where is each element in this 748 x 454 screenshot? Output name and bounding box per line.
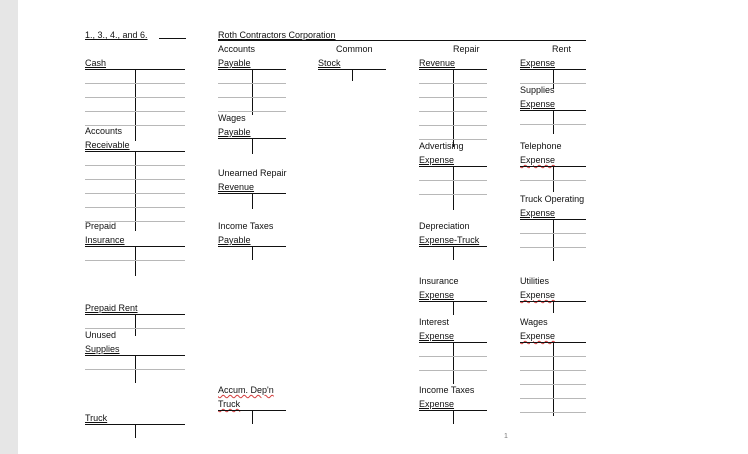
rent-expense-label-line1: Rent [552,44,572,54]
utilities-expense-t-stem [553,301,554,313]
accum-dep-truck-label-line1: Accum. Dep'n [218,385,274,395]
utilities-expense-label-line2: Expense [520,290,556,300]
common-stock-label-line2: Stock [318,58,341,68]
supplies-expense-ruled-row [520,124,586,125]
problem-reference-rule [159,38,186,39]
cash-ruled-row [85,111,185,112]
prepaid-rent-t-stem [135,314,136,336]
prepaid-insurance-label-line2: Insurance [85,235,125,245]
unearned-repair-revenue-label-line1: Unearned Repair [218,168,287,178]
truck-operating-expense-ruled-row [520,247,586,248]
wages-expense-ruled-row [520,412,586,413]
cash-t-stem [135,69,136,141]
truck-operating-expense-t-stem [553,219,554,261]
income-taxes-expense-t-stem [453,410,454,424]
supplies-expense-label-line1: Supplies [520,85,555,95]
advertising-expense-ruled-row [419,194,487,195]
rent-expense-ruled-row [520,83,586,84]
depreciation-expense-truck-label-line2: Expense-Truck [419,235,480,245]
income-taxes-payable-label-line2: Payable [218,235,251,245]
supplies-label-line2: Supplies [85,344,120,354]
prepaid-insurance-label-line1: Prepaid [85,221,117,231]
advertising-expense-t-stem [453,166,454,210]
repair-revenue-ruled-row [419,125,487,126]
supplies-label-line1: Unused [85,330,117,340]
supplies-expense-t-stem [553,110,554,134]
telephone-expense-label-line2: Expense [520,155,556,165]
repair-revenue-label-line2: Revenue [419,58,456,68]
prepaid-rent-ruled-row [85,328,185,329]
advertising-expense-label-line1: Advertising [419,141,464,151]
income-taxes-expense-label-line2: Expense [419,399,455,409]
income-taxes-payable-t-stem [252,246,253,260]
accounts-receivable-label-line2: Receivable [85,140,130,150]
wages-expense-ruled-row [520,384,586,385]
accounts-receivable-ruled-row [85,193,185,194]
depreciation-expense-truck-label-line1: Depreciation [419,221,470,231]
wages-payable-label-line1: Wages [218,113,246,123]
wages-payable-label-line2: Payable [218,127,251,137]
telephone-expense-t-stem [553,166,554,192]
cash-ruled-row [85,97,185,98]
accounts-payable-label-line2: Payable [218,58,251,68]
accounts-payable-ruled-row [218,83,286,84]
accounts-receivable-ruled-row [85,179,185,180]
interest-expense-label-line2: Expense [419,331,455,341]
cash-ruled-row [85,83,185,84]
page-number: 1 [504,433,508,440]
header-rule [218,40,586,41]
repair-revenue-ruled-row [419,111,487,112]
accounts-payable-t-stem [252,69,253,115]
truck-t-stem [135,424,136,438]
wages-expense-ruled-row [520,370,586,371]
document-page [18,0,748,454]
supplies-ruled-row [85,369,185,370]
interest-expense-t-stem [453,342,454,384]
income-taxes-payable-label-line1: Income Taxes [218,221,274,231]
accounts-payable-ruled-row [218,111,286,112]
accounts-receivable-ruled-row [85,165,185,166]
accounts-payable-ruled-row [218,97,286,98]
accounts-receivable-ruled-row [85,207,185,208]
accum-dep-truck-label-line2: Truck [218,399,241,409]
accounts-payable-label-line1: Accounts [218,44,256,54]
rent-expense-label-line2: Expense [520,58,556,68]
utilities-expense-label-line1: Utilities [520,276,550,286]
accounts-receivable-label-line1: Accounts [85,126,123,136]
wages-expense-label-line2: Expense [520,331,556,341]
income-taxes-expense-label-line1: Income Taxes [419,385,475,395]
truck-operating-expense-label-line1: Truck Operating [520,194,585,204]
insurance-expense-t-stem [453,301,454,315]
wages-expense-t-stem [553,342,554,416]
repair-revenue-ruled-row [419,139,487,140]
insurance-expense-label-line2: Expense [419,290,455,300]
common-stock-t-stem [352,69,353,81]
repair-revenue-ruled-row [419,97,487,98]
repair-revenue-label-line1: Repair [453,44,480,54]
problem-reference: 1., 3., 4., and 6. [85,30,148,40]
depreciation-expense-truck-t-stem [453,246,454,260]
cash-label-line2: Cash [85,58,107,68]
wages-expense-ruled-row [520,356,586,357]
truck-operating-expense-ruled-row [520,233,586,234]
insurance-expense-label-line1: Insurance [419,276,459,286]
company-title: Roth Contractors Corporation [218,30,336,40]
interest-expense-ruled-row [419,356,487,357]
interest-expense-label-line1: Interest [419,317,450,327]
telephone-expense-ruled-row [520,180,586,181]
advertising-expense-ruled-row [419,180,487,181]
prepaid-rent-label-line2: Prepaid Rent [85,303,138,313]
unearned-repair-revenue-t-stem [252,193,253,209]
advertising-expense-label-line2: Expense [419,155,455,165]
truck-operating-expense-label-line2: Expense [520,208,556,218]
accum-dep-truck-t-stem [252,410,253,424]
wages-expense-ruled-row [520,398,586,399]
wages-expense-label-line1: Wages [520,317,548,327]
supplies-expense-label-line2: Expense [520,99,556,109]
wages-payable-t-stem [252,138,253,154]
unearned-repair-revenue-label-line2: Revenue [218,182,255,192]
accounts-receivable-t-stem [135,151,136,231]
common-stock-label-line1: Common [336,44,373,54]
prepaid-insurance-t-stem [135,246,136,276]
repair-revenue-ruled-row [419,83,487,84]
interest-expense-ruled-row [419,370,487,371]
truck-label-line2: Truck [85,413,108,423]
repair-revenue-t-stem [453,69,454,147]
prepaid-insurance-ruled-row [85,260,185,261]
telephone-expense-label-line1: Telephone [520,141,562,151]
